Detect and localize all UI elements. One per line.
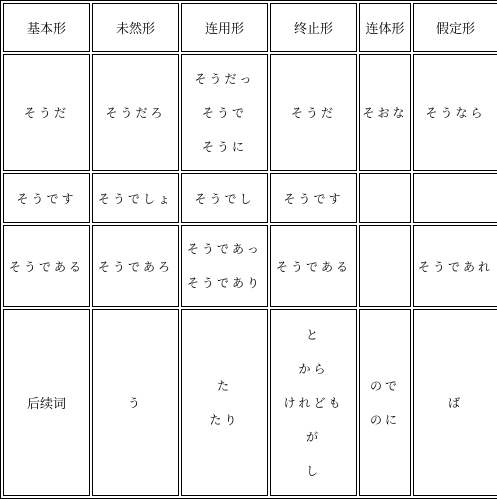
table-cell: そうである [270,225,357,308]
table-cell: そうだ [3,54,90,171]
cell-line: のに [369,412,400,427]
cell-line: ので [369,378,400,393]
table-cell: そうです [270,173,357,222]
table-cell [181,309,268,496]
table-cell [413,173,497,222]
table-cell: 后续词 [3,309,90,496]
table-cell: そうであろ [92,225,179,308]
table-cell [181,225,268,308]
cell-line: そうで [201,105,247,120]
table-cell: そおな [359,54,411,171]
cell-line: たり [209,412,240,427]
table-cell: そうである [3,225,90,308]
cell-line: が [305,429,321,444]
header-cell-hypothetical-form: 假定形 [413,3,497,52]
table-cell: そうであれ [413,225,497,308]
cell-line: と [305,327,321,342]
table-cell [359,173,411,222]
table-cell: そうなら [413,54,497,171]
table-cell [359,309,411,496]
cell-line: そうであっ [187,242,262,257]
header-cell-attributive-form: 连体形 [359,3,411,52]
header-cell-terminal-form: 终止形 [270,3,357,52]
table-cell: そうだろ [92,54,179,171]
header-cell-irrealis-form: 未然形 [92,3,179,52]
table-row-souda [3,54,497,171]
cell-line: し [305,463,321,478]
table-cell: そうです [3,173,90,222]
cell-line: そうであり [186,276,262,291]
header-cell-continuative-form: 连用形 [181,3,268,52]
table-cell [181,54,268,171]
cell-line: そうだっ [194,71,255,86]
table-cell: そうでし [181,173,268,222]
table-cell [270,309,357,496]
table-cell: そうでしょ [92,173,179,222]
table-cell: そうだ [270,54,357,171]
table-cell [359,225,411,308]
cell-line: けれども [283,395,344,410]
cell-line: そうに [201,139,247,154]
table-row-soudearu [3,225,497,308]
table-row-following-words [3,309,497,496]
table-row-soudesu [3,173,497,222]
cell-line: から [298,361,329,376]
header-cell-basic-form: 基本形 [3,3,90,52]
table-cell: う [92,309,179,496]
header-row [3,3,497,52]
cell-line: た [216,378,232,393]
table-cell: ば [413,309,497,496]
